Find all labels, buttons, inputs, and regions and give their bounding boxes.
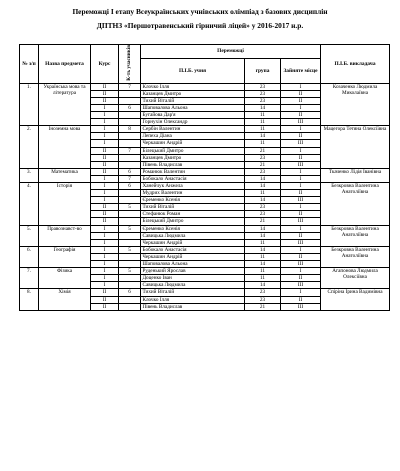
- student-name: Єременко Ксенія: [141, 197, 245, 204]
- table-row: [20, 126, 390, 133]
- table-row: [20, 183, 390, 190]
- participants-count: [119, 90, 141, 97]
- student-name: Казанцев Дмитро: [141, 90, 245, 97]
- student-name: Мудрих Валентин: [141, 190, 245, 197]
- participants-count: 6: [119, 289, 141, 296]
- place-cell: ІІІ: [281, 197, 321, 204]
- group-cell: 23: [245, 204, 281, 211]
- place-cell: І: [281, 168, 321, 175]
- course-cell: ІІ: [91, 204, 119, 211]
- participants-count: [119, 218, 141, 225]
- participants-count: 5: [119, 246, 141, 253]
- group-cell: 23: [245, 211, 281, 218]
- row-number: 5.: [20, 225, 39, 246]
- group-cell: 14: [245, 104, 281, 111]
- row-number: 7.: [20, 268, 39, 289]
- student-name: Савицька Людмила: [141, 232, 245, 239]
- group-cell: 14: [245, 197, 281, 204]
- header-number: № з/п: [20, 45, 39, 84]
- student-name: Тихий Віталій: [141, 204, 245, 211]
- student-name: Доценко Іван: [141, 275, 245, 282]
- student-name: Стефанюк Роман: [141, 211, 245, 218]
- teacher-name: Козаченко Людмила Миколаївна: [321, 83, 390, 126]
- participants-count: [119, 197, 141, 204]
- group-cell: 14: [245, 232, 281, 239]
- participants-count: 5: [119, 225, 141, 232]
- place-cell: І: [281, 225, 321, 232]
- place-cell: ІІ: [281, 112, 321, 119]
- student-name: Руденький Ярослав: [141, 268, 245, 275]
- participants-count: 5: [119, 204, 141, 211]
- winners-table: [19, 44, 390, 311]
- header-count-label: К-ть учасників: [126, 45, 132, 81]
- student-name: Півень Владислав: [141, 161, 245, 168]
- group-cell: 14: [245, 261, 281, 268]
- subject-name: Математика: [39, 168, 91, 182]
- course-cell: ІІ: [91, 218, 119, 225]
- course-cell: ІІ: [91, 97, 119, 104]
- place-cell: ІІ: [281, 275, 321, 282]
- student-name: Ханейчук Анжела: [141, 183, 245, 190]
- participants-count: 6: [119, 104, 141, 111]
- course-cell: І: [91, 197, 119, 204]
- course-cell: ІІ: [91, 161, 119, 168]
- course-cell: І: [91, 190, 119, 197]
- group-cell: 23: [245, 154, 281, 161]
- place-cell: І: [281, 147, 321, 154]
- group-cell: 11: [245, 126, 281, 133]
- place-cell: ІІІ: [281, 261, 321, 268]
- student-name: Бобокало Анастасія: [141, 246, 245, 253]
- teacher-name: Безкровна Валентина Анатоліївна: [321, 225, 390, 246]
- course-cell: І: [91, 104, 119, 111]
- row-number: 3.: [20, 168, 39, 182]
- participants-count: [119, 190, 141, 197]
- participants-count: 7: [119, 175, 141, 182]
- course-cell: ІІ: [91, 168, 119, 175]
- place-cell: ІІ: [281, 97, 321, 104]
- place-cell: ІІ: [281, 211, 321, 218]
- group-cell: 11: [245, 239, 281, 246]
- subject-name: Хімія: [39, 289, 91, 310]
- participants-count: [119, 232, 141, 239]
- course-cell: І: [91, 140, 119, 147]
- group-cell: 21: [245, 147, 281, 154]
- group-cell: 14: [245, 246, 281, 253]
- group-cell: 23: [245, 296, 281, 303]
- course-cell: ІІ: [91, 154, 119, 161]
- group-cell: 23: [245, 90, 281, 97]
- row-number: 8.: [20, 289, 39, 310]
- course-cell: І: [91, 175, 119, 182]
- place-cell: І: [281, 289, 321, 296]
- row-number: 1.: [20, 83, 39, 126]
- course-cell: І: [91, 275, 119, 282]
- participants-count: [119, 253, 141, 260]
- place-cell: І: [281, 204, 321, 211]
- place-cell: ІІ: [281, 253, 321, 260]
- participants-count: 8: [119, 126, 141, 133]
- table-row: [20, 246, 390, 253]
- participants-count: [119, 140, 141, 147]
- course-cell: І: [91, 232, 119, 239]
- place-cell: ІІ: [281, 133, 321, 140]
- teacher-name: Безкровна Валентина Анатоліївна: [321, 183, 390, 226]
- table-row: [20, 225, 390, 232]
- student-name: Лепеха Діана: [141, 133, 245, 140]
- place-cell: ІІІ: [281, 161, 321, 168]
- course-cell: І: [91, 133, 119, 140]
- participants-count: [119, 275, 141, 282]
- table-row: [20, 289, 390, 296]
- participants-count: 6: [119, 168, 141, 175]
- teacher-name: Безкровна Валентина Анатоліївна: [321, 246, 390, 267]
- student-name: Черкашин Андрій: [141, 253, 245, 260]
- course-cell: І: [91, 126, 119, 133]
- participants-count: [119, 133, 141, 140]
- course-cell: І: [91, 119, 119, 126]
- place-cell: І: [281, 126, 321, 133]
- place-cell: ІІ: [281, 154, 321, 161]
- place-cell: ІІІ: [281, 140, 321, 147]
- place-cell: ІІ: [281, 190, 321, 197]
- course-cell: І: [91, 268, 119, 275]
- subject-name: Географія: [39, 246, 91, 267]
- student-name: Бобокало Анастасія: [141, 175, 245, 182]
- place-cell: І: [281, 268, 321, 275]
- participants-count: [119, 211, 141, 218]
- group-cell: 23: [245, 168, 281, 175]
- course-cell: І: [91, 261, 119, 268]
- place-cell: ІІІ: [281, 218, 321, 225]
- winners-table-body: [20, 83, 390, 310]
- place-cell: І: [281, 104, 321, 111]
- student-name: Шаповалова Альона: [141, 104, 245, 111]
- course-cell: ІІ: [91, 83, 119, 90]
- teacher-name: Агапонова Людмила Олексіївна: [321, 268, 390, 289]
- course-cell: І: [91, 239, 119, 246]
- subject-name: Історія: [39, 183, 91, 226]
- place-cell: ІІ: [281, 296, 321, 303]
- participants-count: 7: [119, 147, 141, 154]
- participants-count: [119, 161, 141, 168]
- group-cell: 14: [245, 183, 281, 190]
- student-name: Півень Владислав: [141, 303, 245, 310]
- course-cell: ІІ: [91, 211, 119, 218]
- document-title: Переможці І етапу Всеукраїнських учнівських олімпіад з базових дисциплін: [72, 7, 328, 16]
- student-name: Бугайова Дар'я: [141, 112, 245, 119]
- course-cell: І: [91, 282, 119, 289]
- participants-count: [119, 261, 141, 268]
- header-student-name: П.І.Б. учня: [141, 58, 245, 83]
- header-winners: Переможці: [141, 45, 321, 59]
- course-cell: І: [91, 246, 119, 253]
- subject-name: Правознавст-во: [39, 225, 91, 246]
- student-name: Шаповалова Альона: [141, 261, 245, 268]
- table-row: [20, 83, 390, 90]
- student-name: Сербін Валентин: [141, 126, 245, 133]
- participants-count: [119, 303, 141, 310]
- header-teacher: П.І.Б. викладача: [321, 45, 390, 84]
- group-cell: 11: [245, 112, 281, 119]
- subject-name: Іноземна мова: [39, 126, 91, 169]
- row-number: 2.: [20, 126, 39, 169]
- place-cell: І: [281, 183, 321, 190]
- group-cell: 11: [245, 253, 281, 260]
- group-cell: 11: [245, 190, 281, 197]
- subject-name: Фізика: [39, 268, 91, 289]
- group-cell: 14: [245, 282, 281, 289]
- participants-count: [119, 282, 141, 289]
- teacher-name: Спіріна Ірина Вадимівна: [321, 289, 390, 310]
- student-name: Романюк Валентин: [141, 168, 245, 175]
- group-cell: 21: [245, 218, 281, 225]
- place-cell: ІІІ: [281, 119, 321, 126]
- student-name: Черкашин Андрій: [141, 140, 245, 147]
- group-cell: 11: [245, 268, 281, 275]
- course-cell: І: [91, 183, 119, 190]
- group-cell: 14: [245, 225, 281, 232]
- group-cell: 11: [245, 140, 281, 147]
- place-cell: І: [281, 246, 321, 253]
- subject-name: Українська мова та література: [39, 83, 91, 126]
- group-cell: 14: [245, 175, 281, 182]
- participants-count: [119, 119, 141, 126]
- teacher-name: Мацегора Тетяна Олексіївна: [321, 126, 390, 169]
- place-cell: І: [281, 83, 321, 90]
- student-name: Білецький Дмитро: [141, 218, 245, 225]
- student-name: Клочко Ілля: [141, 296, 245, 303]
- participants-count: [119, 112, 141, 119]
- course-cell: ІІ: [91, 296, 119, 303]
- header-place: Зайняте місце: [281, 58, 321, 83]
- group-cell: 21: [245, 161, 281, 168]
- participants-count: 6: [119, 183, 141, 190]
- table-row: [20, 168, 390, 175]
- place-cell: ІІІ: [281, 282, 321, 289]
- student-name: Казанцев Дмитро: [141, 154, 245, 161]
- participants-count: [119, 239, 141, 246]
- student-name: Савицька Людмила: [141, 282, 245, 289]
- group-cell: 11: [245, 275, 281, 282]
- header-course: Курс: [91, 45, 119, 84]
- course-cell: ІІ: [91, 289, 119, 296]
- place-cell: ІІ: [281, 90, 321, 97]
- group-cell: 11: [245, 119, 281, 126]
- group-cell: 23: [245, 83, 281, 90]
- place-cell: ІІІ: [281, 239, 321, 246]
- student-name: Білецький Дмитро: [141, 147, 245, 154]
- table-row: [20, 268, 390, 275]
- participants-count: [119, 154, 141, 161]
- row-number: 4.: [20, 183, 39, 226]
- group-cell: 21: [245, 303, 281, 310]
- place-cell: І: [281, 175, 321, 182]
- course-cell: І: [91, 253, 119, 260]
- course-cell: І: [91, 225, 119, 232]
- participants-count: 7: [119, 83, 141, 90]
- student-name: Тихий Віталій: [141, 289, 245, 296]
- student-name: Клочко Ілля: [141, 83, 245, 90]
- student-name: Єременко Ксенія: [141, 225, 245, 232]
- course-cell: І: [91, 112, 119, 119]
- student-name: Черкашин Андрій: [141, 239, 245, 246]
- place-cell: ІІ: [281, 232, 321, 239]
- participants-count: [119, 97, 141, 104]
- group-cell: 23: [245, 289, 281, 296]
- header-count: [119, 45, 141, 84]
- student-name: Горнухін Олександр: [141, 119, 245, 126]
- teacher-name: Ткаченко Лідія Іванівна: [321, 168, 390, 182]
- row-number: 6.: [20, 246, 39, 267]
- student-name: Тихий Віталій: [141, 97, 245, 104]
- group-cell: 23: [245, 97, 281, 104]
- participants-count: 5: [119, 268, 141, 275]
- header-group: група: [245, 58, 281, 83]
- header-subject: Назва предмета: [39, 45, 91, 84]
- course-cell: ІІ: [91, 90, 119, 97]
- participants-count: [119, 296, 141, 303]
- course-cell: ІІ: [91, 303, 119, 310]
- document-subtitle: ДПТНЗ «Першотравенський гірничий ліцей» у 2016-2017 н.р.: [96, 21, 304, 30]
- group-cell: 14: [245, 133, 281, 140]
- place-cell: ІІІ: [281, 303, 321, 310]
- course-cell: ІІ: [91, 147, 119, 154]
